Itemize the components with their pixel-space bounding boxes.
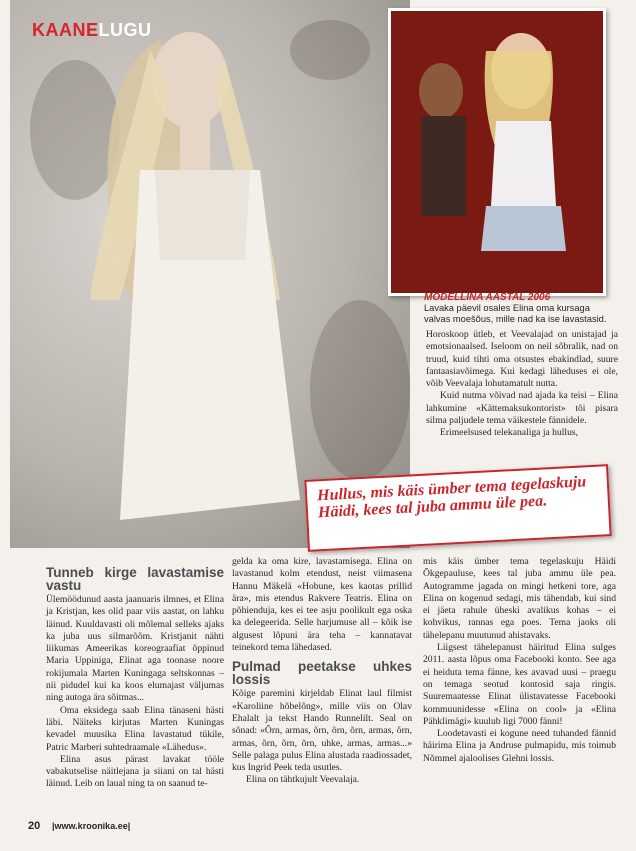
paragraph: Oma eksidega saab Elina tänaseni hästi läbi. Näiteks kirjutas Marten Kuningas kevadel muusika Elina lavastatud tükile, Patric Marberi suhtedraamale «Lähedus». (46, 704, 224, 753)
paragraph: Kõige paremini kirjeldab Elinat laul filmist «Karoliine hõbelõng», mille viis on Olav Ehalalt ja tekst Hando Runnelilt. Seal on sõnad: «Õrn, armas, õrn, õrn, õrn, armas, õrn, armas, õrn, õrn, õrn, uhke, armas, armas...» Selle palaga pulus Elina alustada raadiossadet, kus Ingrid Peek teda usutles. (232, 688, 412, 774)
page-number: 20 (28, 820, 41, 832)
model-figure (391, 11, 603, 293)
main-photo (10, 0, 410, 548)
caption-title: MODELLINA AASTAL 2006 (424, 292, 551, 303)
footer-url: |www.kroonika.ee| (52, 821, 131, 831)
paragraph: Kuid nutma võivad nad ajada ka teisi – Elina lahkumine «Kättemaksukontorist» tõi pisara silma paljudele tema väikestele fännidele. (426, 390, 618, 427)
paragraph: Loodetavasti ei kogune need tuhanded fännid häirima Elina ja Andruse pulmapidu, mis toimub Nõmmel ajaloolises Glehni lossis. (423, 728, 616, 764)
paragraph: Liigsest tähelepanust häiritud Elina sulges 2011. aasta lõpus oma Facebooki konto. See aga ei heidutа tema fänne, kes avavad uusi – praegu on temaga seotud kontosid saja ringis. Suuremaatesse Elinat ülistavatesse Facebooki kommuunidesse «Elina on cool» ja «Elina Pähklimägi» kuulub ligi 7000 fänni! (423, 642, 616, 727)
heading-pulmad: Pulmad peetakse uhkes lossis (232, 659, 412, 688)
column-2 (232, 556, 412, 787)
caption-text: Lavaka päevil osales Elina oma kursaga valvas moešõus, mille nad ka ise lavastasid. (424, 303, 607, 324)
paragraph: Elina asus pärast lavakat tööle vabakutselise näitlejana ja siiani on tal hästi läinud. Leib on laual ning ta on saanud te- (46, 753, 224, 790)
section-title (32, 20, 152, 41)
side-photo (388, 8, 606, 296)
paragraph: Ülemöödunud aasta jaanuaris ilmnes, et Elina ja Kristjan, kes olid paar viis aastat, on lahku läinud. Kuuldavasti oli mõlemal selleks ajaks ka juba uus silmarõõm. Kristjanit nähti liikumas Ameerikas koreograafiat õppinud Maria Uppiniga, Elinat aga toonase noore rokijumala Marten Kuningaga seltskonnas – nii pidudel kui ka koos elumajast väljumas ning autoga ära sõitmas... (46, 594, 224, 704)
pull-quote (304, 464, 611, 552)
column-1 (46, 566, 224, 791)
paragraph: mis käis ümber tema tegelaskuju Häidi Õkgepauluse, kees tal juba ammu üle pea. Autogramme jagada on mingi hetkeni tore, aga Elina on kogenud sedagi, mis tähendab, kui sind ei jäeta rahule üheski avalikus kohas – ei kohvikus, rannas ega poes. Tema jaoks oli tähelepanu muutunud ahistavaks. (423, 556, 616, 641)
column-3 (423, 556, 616, 765)
paragraph: Elina on tähtkujult Veevalaja. (246, 774, 360, 786)
heading-tunneb-kirge: Tunneb kirge lavastamise vastu (46, 565, 224, 593)
section-title-lugu: LUGU (98, 20, 152, 40)
woman-figure (10, 0, 410, 548)
paragraph: gelda ka oma kire, lavastamisega. Elina on lavastanud kolm etendust, neist viimasena Hannu Mäkelä «Hobune, kes kaotas prillid ära», mis etendus Rakvere Teatris. Elina on põhienduja, kes ei tee asju poolikult ega oska ka delegeerida. Selle harjumuse all – kõik ise algusest lõpuni ära teha – kannatavat teinekord tema lähedased. (232, 556, 412, 654)
paragraph: Erimeelsused telekanaliga ja hullus, (440, 427, 578, 439)
section-title-kaane: KAANE (32, 20, 99, 40)
right-top-column (426, 329, 618, 440)
paragraph: Horoskoop ütleb, et Veevalajad on unistajad ja emotsionaalsed. Iseloom on neil sõbralik, nad on truud, kuid tihti oma otsustes ebakindlad, suure fantaasiavõimega. Kui kedagi läheduses ei ole, võib Veevalaja lohutamatult nutta. (426, 329, 618, 390)
pull-quote-text: Hullus, mis käis ümber tema tegelaskuju Häidi, kees tal juba ammu üle pea. (316, 473, 587, 522)
